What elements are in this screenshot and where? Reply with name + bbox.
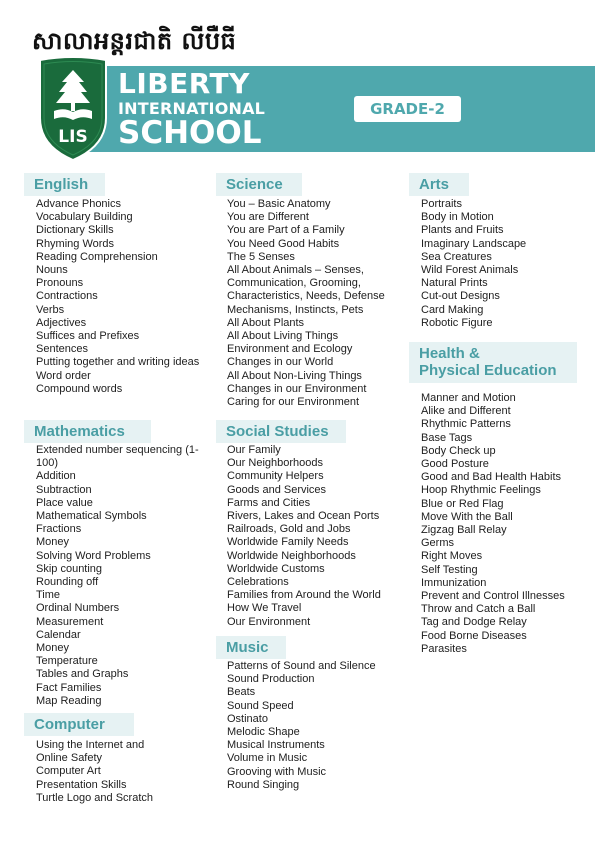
list-item: Grooving with Music: [227, 765, 327, 778]
list-item: Hoop Rhythmic Feelings: [421, 484, 541, 497]
list-item: Vocabulary Building: [36, 211, 133, 224]
list-item: Using the Internet and Online Safety: [36, 739, 145, 765]
mathematics-heading: Mathematics: [24, 420, 151, 443]
list-item: Ostinato: [227, 712, 268, 725]
list-item: Move With the Ball: [421, 510, 513, 523]
list-item: Time: [36, 589, 61, 602]
list-item: Suffices and Prefixes: [36, 330, 140, 343]
list-item: Wild Forest Animals: [421, 264, 519, 277]
list-item: Rhythmic Patterns: [421, 418, 511, 431]
list-item: Good and Bad Health Habits: [421, 471, 562, 484]
health-pe-list: [421, 392, 569, 656]
list-item: How We Travel: [227, 602, 302, 615]
list-item: Putting together and writing ideas: [36, 356, 200, 369]
school-name-line2: INTERNATIONAL: [118, 99, 266, 118]
list-item: Zigzag Ball Relay: [421, 524, 507, 537]
list-item: Sound Production: [227, 673, 315, 686]
list-item: Dictionary Skills: [36, 224, 114, 237]
list-item: Germs: [421, 537, 454, 550]
list-item: Blue or Red Flag: [421, 497, 504, 510]
list-item: Ordinal Numbers: [36, 602, 120, 615]
list-item: Food Borne Diseases: [421, 629, 527, 642]
mathematics-list: [36, 444, 208, 708]
list-item: Extended number sequencing (1-100): [36, 444, 199, 470]
logo-lis-text: LIS: [58, 127, 88, 147]
list-item: You are Part of a Family: [227, 224, 345, 237]
list-item: Tables and Graphs: [36, 668, 129, 681]
social-studies-heading: Social Studies: [216, 420, 346, 443]
grade-badge: GRADE-2: [354, 96, 461, 122]
list-item: Worldwide Neighborhoods: [227, 549, 356, 562]
arts-heading: Arts: [409, 173, 469, 196]
english-list: [36, 198, 208, 396]
list-item: Robotic Figure: [421, 316, 493, 329]
list-item: Word order: [36, 369, 91, 382]
list-item: All About Living Things: [227, 330, 339, 343]
computer-list: [36, 739, 168, 805]
list-item: Parasites: [421, 642, 467, 655]
list-item: Adjectives: [36, 316, 87, 329]
list-item: Manner and Motion: [421, 392, 516, 404]
list-item: Portraits: [421, 198, 462, 210]
list-item: Skip counting: [36, 562, 103, 575]
list-item: You are Different: [227, 211, 309, 224]
list-item: Musical Instruments: [227, 739, 325, 752]
school-name-line1: LIBERTY: [118, 67, 250, 100]
list-item: Measurement: [36, 615, 104, 628]
list-item: Sentences: [36, 343, 88, 356]
list-item: All About Non-Living Things: [227, 369, 362, 382]
list-item: Fractions: [36, 523, 82, 536]
list-item: Rivers, Lakes and Ocean Ports: [227, 510, 380, 523]
english-heading: English: [24, 173, 105, 196]
list-item: Turtle Logo and Scratch: [36, 791, 153, 804]
list-item: Changes in our Environment: [227, 382, 367, 395]
music-heading: Music: [216, 636, 286, 659]
list-item: All About Animals – Senses, Communication, Grooming, Characteristics, Needs, Defense Mechanisms, Instincts, Pets: [227, 264, 385, 316]
list-item: Goods and Services: [227, 483, 327, 496]
list-item: Worldwide Family Needs: [227, 536, 349, 549]
list-item: Mathematical Symbols: [36, 510, 147, 523]
list-item: The 5 Senses: [227, 250, 295, 263]
list-item: Body in Motion: [421, 211, 494, 224]
list-item: Volume in Music: [227, 752, 308, 765]
list-item: Base Tags: [421, 431, 473, 444]
list-item: Sea Creatures: [421, 250, 492, 263]
social-studies-list: [227, 444, 407, 629]
list-item: Imaginary Landscape: [421, 237, 527, 250]
list-item: Addition: [36, 470, 76, 483]
list-item: Beats: [227, 686, 256, 699]
list-item: Cut-out Designs: [421, 290, 500, 303]
list-item: Card Making: [421, 303, 484, 316]
list-item: Environment and Ecology: [227, 343, 353, 356]
list-item: All About Plants: [227, 316, 305, 329]
list-item: Verbs: [36, 303, 65, 316]
list-item: You Need Good Habits: [227, 237, 340, 250]
list-item: Contractions: [36, 290, 98, 303]
list-item: Changes in our World: [227, 356, 334, 369]
list-item: Families from Around the World: [227, 589, 381, 602]
list-item: Natural Prints: [421, 277, 488, 290]
list-item: Worldwide Customs: [227, 562, 325, 575]
list-item: Prevent and Control Illnesses: [421, 590, 565, 603]
health-heading-line1: Health &: [419, 345, 480, 362]
list-item: Our Environment: [227, 615, 311, 628]
list-item: Tag and Dodge Relay: [421, 616, 527, 629]
list-item: Community Helpers: [227, 470, 324, 483]
list-item: Money: [36, 536, 70, 549]
school-shield-logo: [36, 56, 110, 162]
list-item: You – Basic Anatomy: [227, 198, 331, 210]
list-item: Map Reading: [36, 694, 102, 707]
list-item: Reading Comprehension: [36, 250, 158, 263]
list-item: Compound words: [36, 382, 123, 395]
list-item: Rhyming Words: [36, 237, 115, 250]
list-item: Rounding off: [36, 576, 99, 589]
list-item: Our Neighborhoods: [227, 457, 324, 470]
list-item: Presentation Skills: [36, 778, 127, 791]
list-item: Caring for our Environment: [227, 396, 360, 409]
list-item: Advance Phonics: [36, 198, 121, 210]
list-item: Railroads, Gold and Jobs: [227, 523, 351, 536]
arts-list: [421, 198, 581, 330]
list-item: Fact Families: [36, 681, 102, 694]
list-item: Throw and Catch a Ball: [421, 603, 536, 616]
list-item: Subtraction: [36, 483, 92, 496]
list-item: Round Singing: [227, 778, 300, 791]
list-item: Farms and Cities: [227, 496, 311, 509]
list-item: Nouns: [36, 264, 68, 277]
list-item: Self Testing: [421, 563, 478, 576]
list-item: Right Moves: [421, 550, 483, 563]
list-item: Calendar: [36, 628, 81, 641]
list-item: Immunization: [421, 576, 487, 589]
list-item: Pronouns: [36, 277, 84, 290]
khmer-school-title: សាលាអន្តរជាតិ លីបឺធី: [32, 26, 237, 55]
health-pe-heading: [409, 342, 577, 383]
computer-heading: Computer: [24, 713, 134, 736]
health-heading-line2: Physical Education: [419, 362, 557, 380]
school-name-line3: SCHOOL: [118, 115, 262, 151]
school-name: [118, 67, 266, 151]
list-item: Sound Speed: [227, 699, 294, 712]
list-item: Melodic Shape: [227, 726, 300, 739]
music-list: [227, 660, 407, 792]
list-item: Alike and Different: [421, 405, 511, 418]
list-item: Our Family: [227, 444, 281, 456]
science-list: [227, 198, 407, 409]
list-item: Place value: [36, 496, 93, 509]
science-heading: Science: [216, 173, 302, 196]
list-item: Plants and Fruits: [421, 224, 504, 237]
list-item: Patterns of Sound and Silence: [227, 660, 376, 672]
list-item: Computer Art: [36, 765, 101, 778]
list-item: Body Check up: [421, 444, 496, 457]
list-item: Money: [36, 642, 70, 655]
list-item: Solving Word Problems: [36, 549, 151, 562]
list-item: Celebrations: [227, 576, 289, 589]
list-item: Good Posture: [421, 458, 489, 471]
list-item: Temperature: [36, 655, 98, 668]
